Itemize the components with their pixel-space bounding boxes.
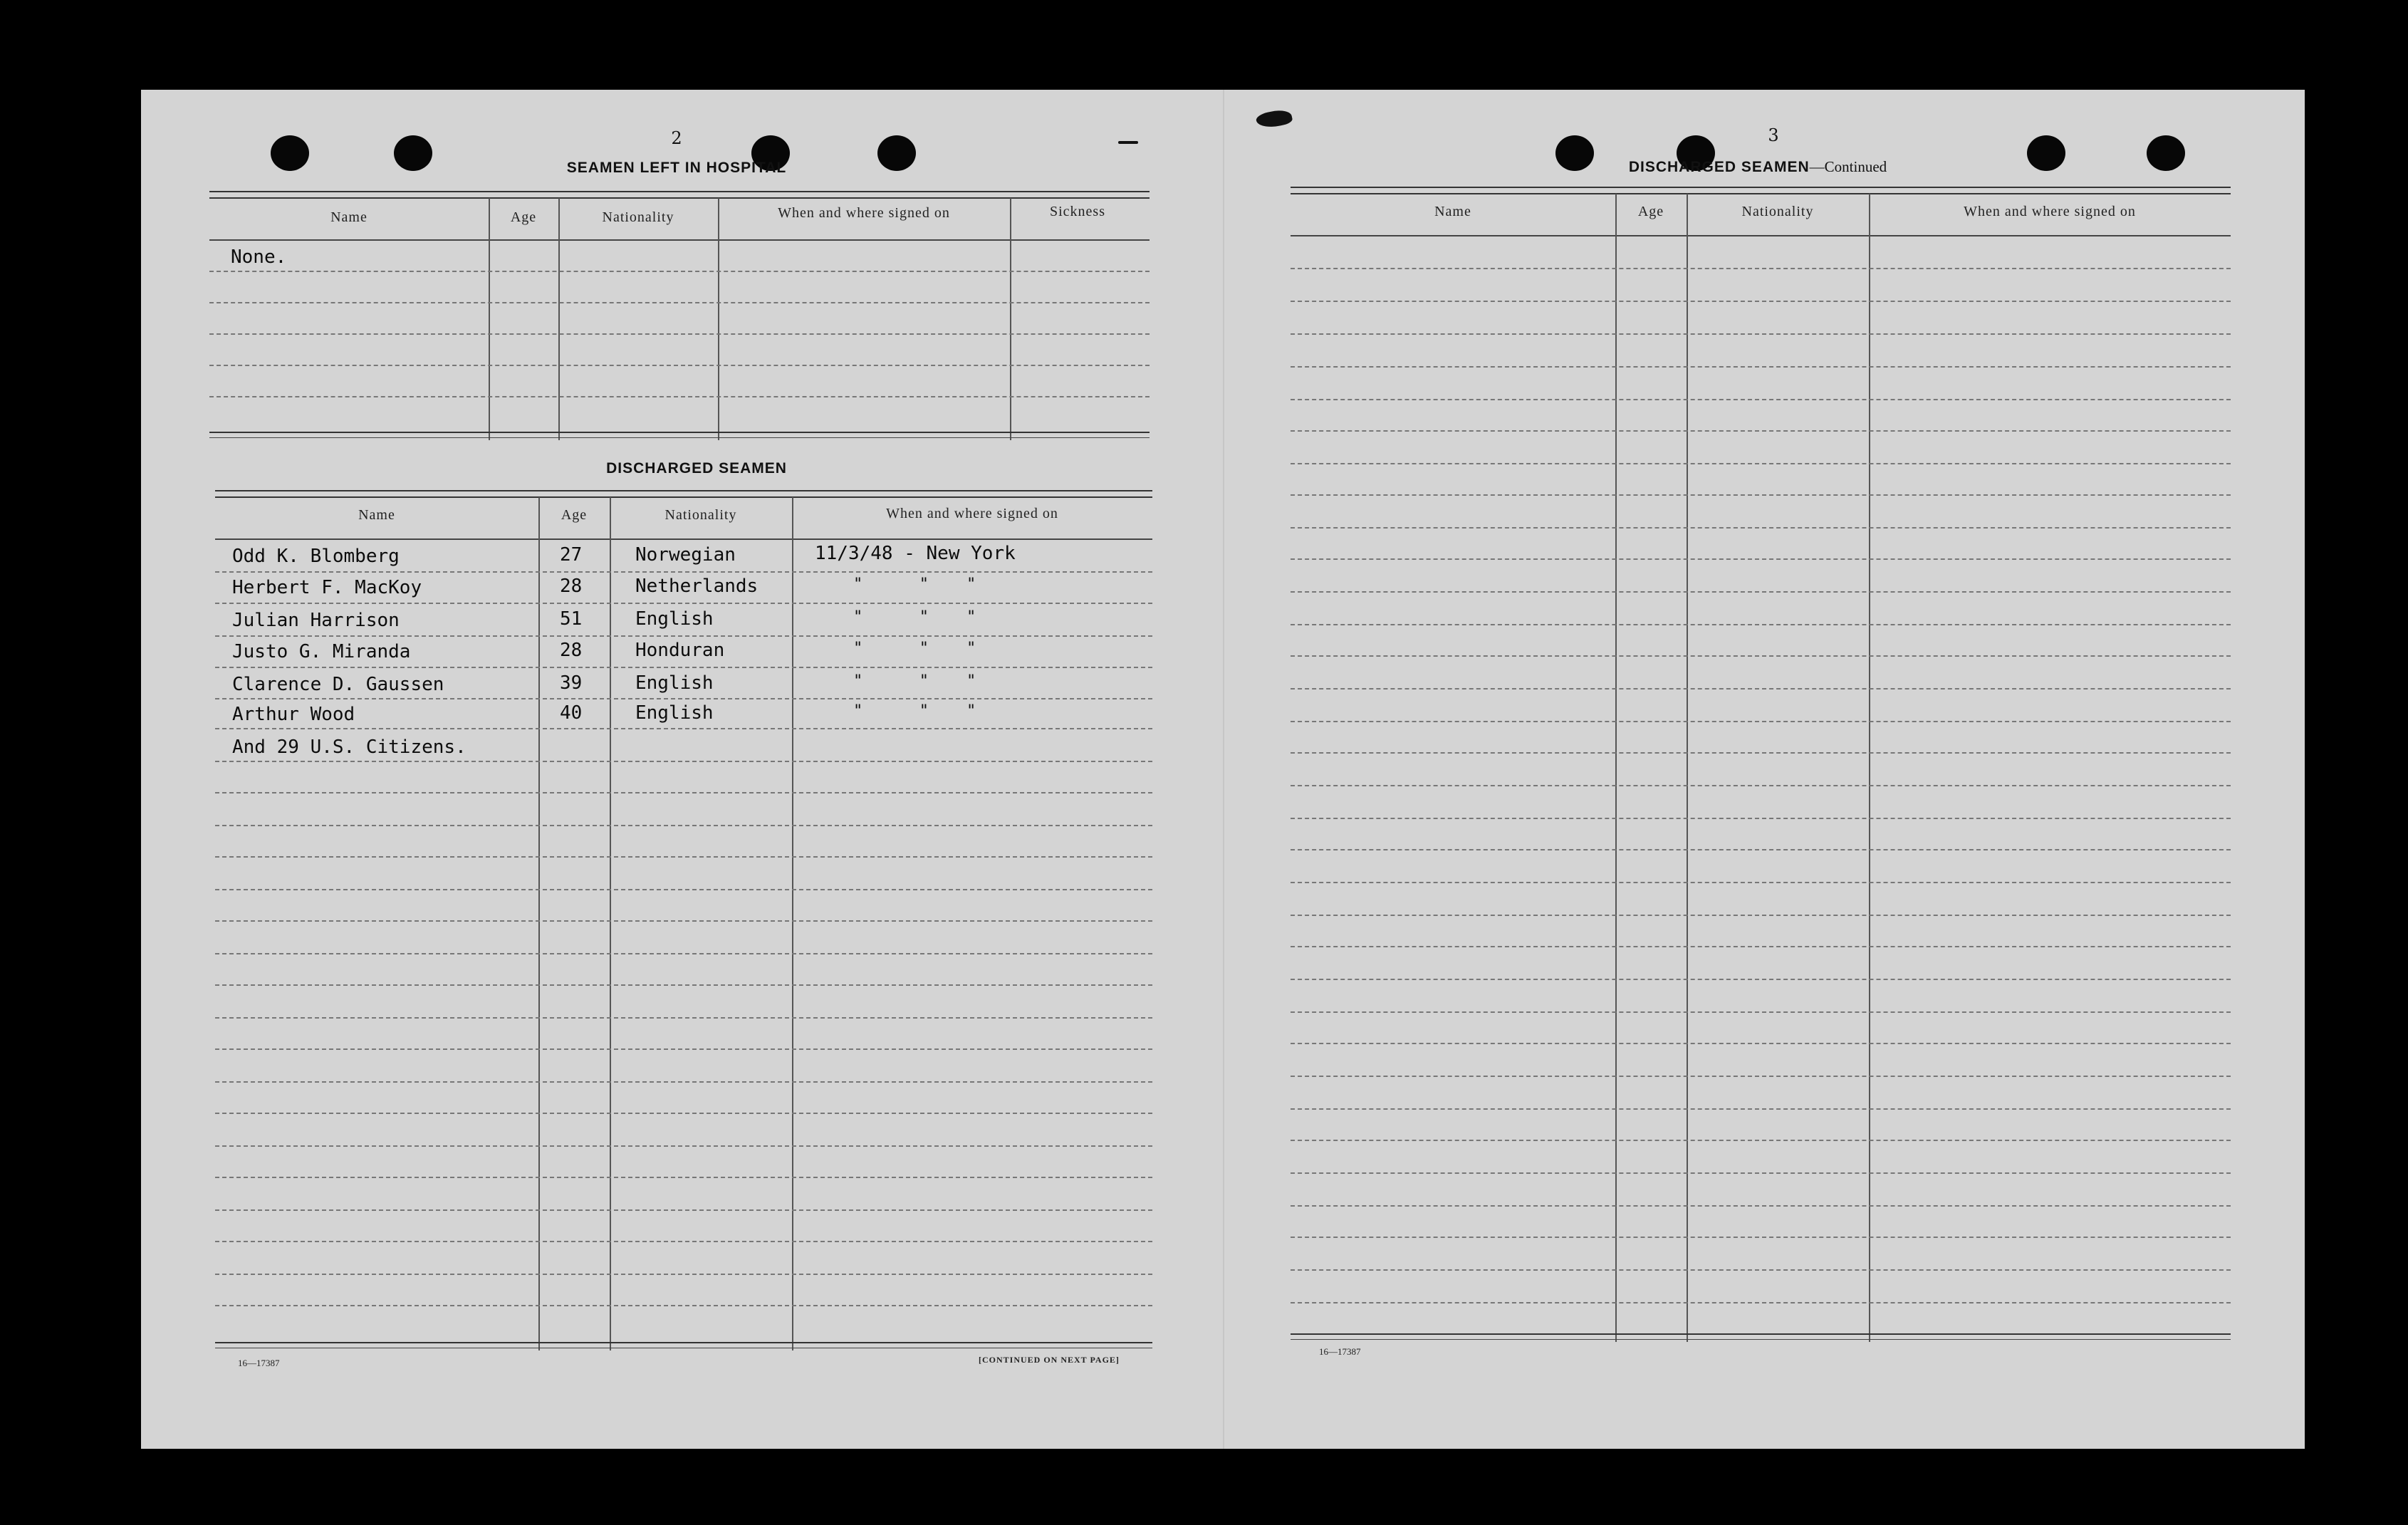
ink-smudge [1255,108,1293,130]
seaman-name: Herbert F. MacKoy [232,577,422,598]
seaman-name: Julian Harrison [232,610,400,631]
ink-smudge [1118,141,1138,144]
seaman-nationality: English [635,702,714,724]
col-header-signed-on: When and where signed on [1964,204,2136,219]
col-header-nationality: Nationality [602,209,674,225]
right-title-main: DISCHARGED SEAMEN [1628,159,1810,175]
col-header-age: Age [561,507,588,523]
punch-hole [394,135,432,171]
seaman-signed-on: " " " [853,672,976,690]
seaman-age: 51 [560,608,583,630]
seaman-nationality: Netherlands [635,576,759,597]
col-header-age: Age [1637,204,1664,219]
punch-hole [2027,135,2065,171]
seaman-age: 28 [560,640,583,661]
col-header-name: Name [358,507,395,523]
seaman-name: Justo G. Miranda [232,641,411,662]
seaman-age: 28 [560,576,583,597]
discharged-table [215,490,1152,1359]
seaman-age: 27 [560,544,583,566]
left-form-number: 16—17387 [238,1358,280,1368]
seaman-nationality: Honduran [635,640,725,661]
seaman-age: 39 [560,672,583,694]
seaman-age: 40 [560,702,583,724]
punch-hole [2147,135,2185,171]
seaman-signed-on: 11/3/48 - New York [815,543,1016,564]
col-header-age: Age [510,209,537,225]
seaman-name: Arthur Wood [232,704,355,725]
punch-hole [1555,135,1594,171]
col-header-name: Name [330,209,368,225]
right-page-number: 3 [1768,125,1779,145]
punch-hole [877,135,916,171]
seaman-nationality: English [635,608,714,630]
seaman-nationality: English [635,672,714,694]
hospital-table [209,191,1150,447]
col-header-sickness: Sickness [1050,204,1105,219]
seaman-signed-on: " " " [853,576,976,593]
seaman-signed-on: " " " [853,702,976,720]
right-discharged-table [1291,187,2231,1355]
seaman-name: Clarence D. Gaussen [232,674,444,695]
right-title-suffix: —Continued [1809,158,1887,175]
col-header-nationality: Nationality [1741,204,1814,219]
hospital-entry-none: None. [231,246,287,268]
punch-hole [271,135,309,171]
seaman-name: Odd K. Blomberg [232,546,400,567]
col-header-signed-on: When and where signed on [886,506,1058,521]
right-section-title [1629,158,1887,176]
document-sheet [141,90,2305,1449]
seaman-signed-on: " " " [853,640,976,657]
page-fold [1223,90,1224,1449]
discharged-section-title: DISCHARGED SEAMEN [606,460,787,477]
continued-note: [CONTINUED ON NEXT PAGE] [979,1355,1120,1365]
col-header-name: Name [1434,204,1471,219]
left-page-number: 2 [671,128,682,148]
seaman-signed-on: " " " [853,608,976,626]
us-citizens-note: And 29 U.S. Citizens. [232,737,467,758]
right-form-number: 16—17387 [1319,1346,1361,1357]
hospital-section-title: SEAMEN LEFT IN HOSPITAL [566,160,787,176]
col-header-nationality: Nationality [664,507,737,523]
col-header-signed-on: When and where signed on [778,205,950,221]
seaman-nationality: Norwegian [635,544,736,566]
